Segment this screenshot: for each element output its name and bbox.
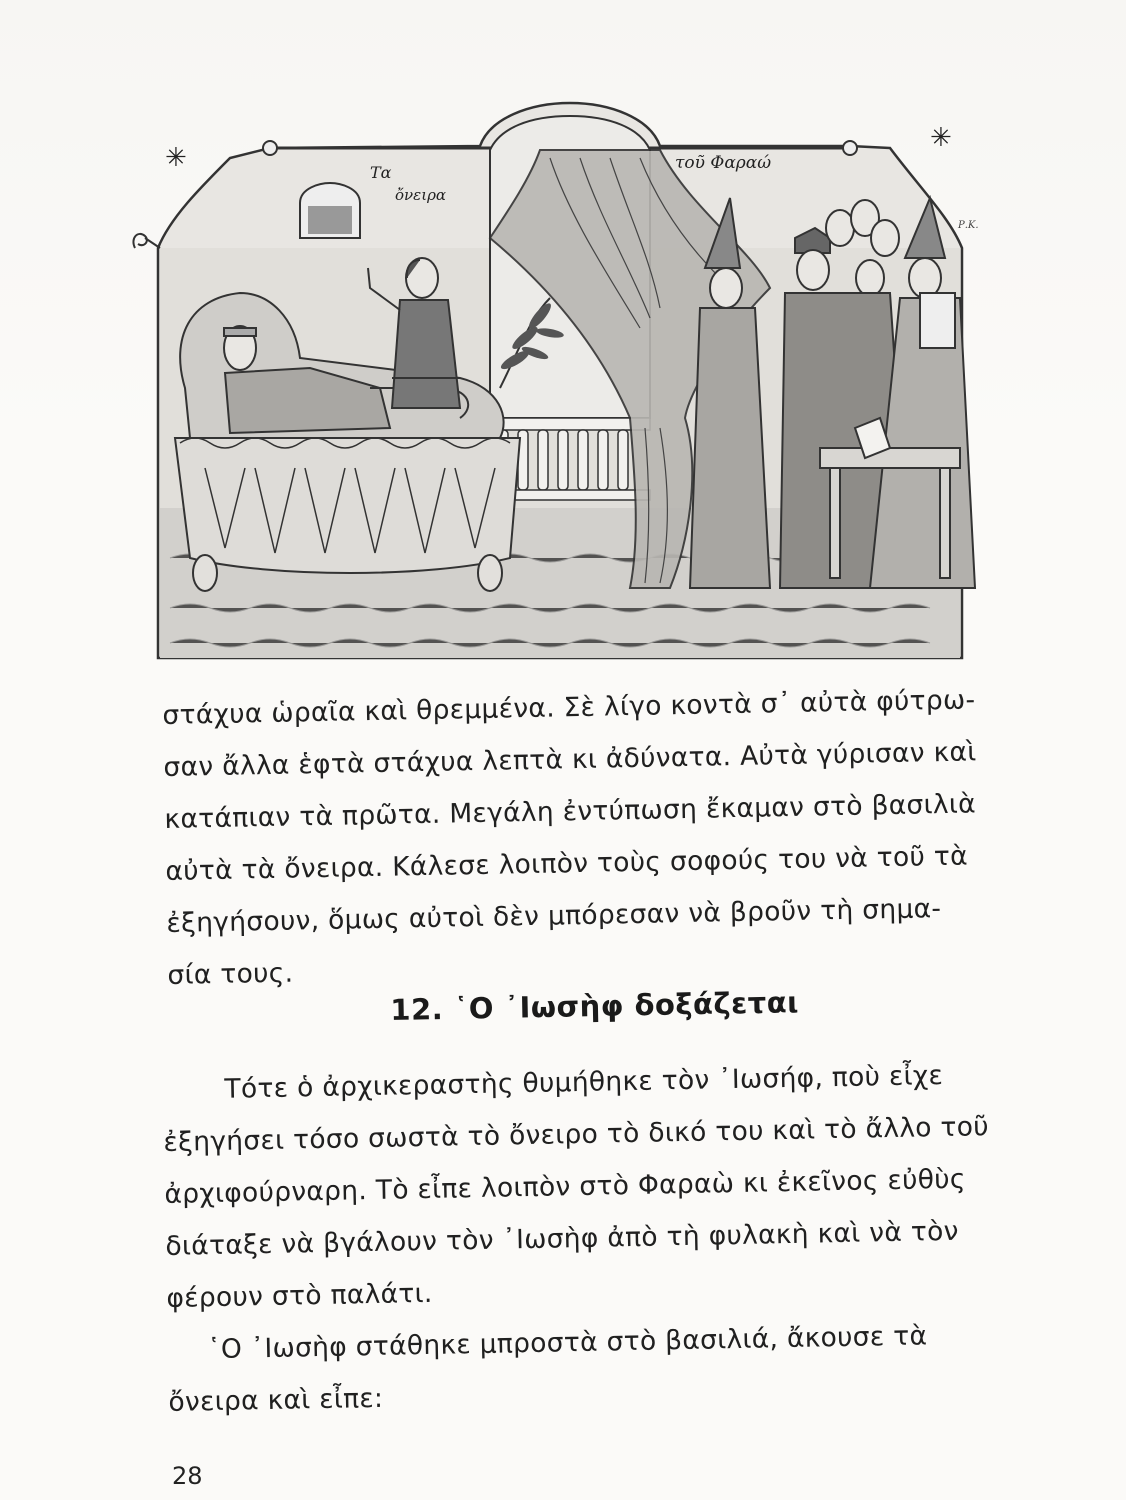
text-line: ῾Ο ᾽Ιωσὴφ στάθηκε μπροστὰ στὸ βασιλιά, ἄκουσε τὰ (207, 1320, 928, 1366)
text-line: ἐξηγήσει τόσο σωστὰ τὸ ὄνειρο τὸ δικό του καὶ τὸ ἄλλο τοῦ (163, 1111, 990, 1158)
caption-left-line2: ὄνειρα (395, 186, 447, 204)
star-right-icon: ✳ (930, 123, 952, 153)
text-line: ἐξηγήσουν, ὅμως αὐτοὶ δὲν μπόρεσαν νὰ βροῦν τὴ σημα- (166, 893, 942, 939)
text-line: διάταξε νὰ βγάλουν τὸν ᾽Ιωσὴφ ἀπὸ τὴ φυλακὴ καὶ νὰ τὸν (165, 1215, 959, 1262)
rod-knob-right-icon (843, 141, 857, 155)
star-left-icon: ✳ (165, 143, 187, 173)
text-line: κατάπιαν τὰ πρῶτα. Μεγάλη ἐντύπωση ἔκαμαν στὸ βασιλιὰ (164, 788, 977, 835)
text-line: σία τους. (167, 957, 294, 991)
rod-knob-left-icon (263, 141, 277, 155)
text-line: στάχυα ὡραῖα καὶ θρεμμένα. Σὲ λίγο κοντὰ σ᾽ αὐτὰ φύτρω- (162, 684, 976, 731)
text-line: φέρουν στὸ παλάτι. (166, 1277, 433, 1314)
caption-right: τοῦ Φαραώ (675, 153, 772, 173)
caption-left-line1: Τα (370, 163, 392, 182)
text-line: Τότε ὁ ἀρχικεραστὴς θυμήθηκε τὸν ᾽Ιωσήφ, ποὺ εἶχε (224, 1060, 944, 1105)
section-heading: 12. ῾Ο ᾽Ιωσὴφ δοξάζεται (390, 985, 800, 1027)
artist-signature: Ρ.Κ. (958, 220, 979, 231)
paragraph-2 (162, 1048, 1029, 1428)
text-line: αὐτὰ τὰ ὄνειρα. Κάλεσε λοιπὸν τοὺς σοφούς του νὰ τοῦ τὰ (165, 840, 969, 887)
text-line: ὄνειρα καὶ εἶπε: (168, 1382, 384, 1418)
text-line: σαν ἄλλα ἑφτὰ στάχυα λεπτὰ κι ἀδύνατα. Αὐτὰ γύρισαν καὶ (163, 736, 977, 783)
paragraph-1 (162, 673, 1028, 1001)
text-line: ἀρχιφούρναρη. Τὸ εἶπε λοιπὸν στὸ Φαραὼ κι ἐκεῖνος εὐθὺς (164, 1163, 966, 1210)
page-number: 28 (172, 1462, 203, 1490)
illustration-pharaoh-dreams (130, 88, 990, 698)
